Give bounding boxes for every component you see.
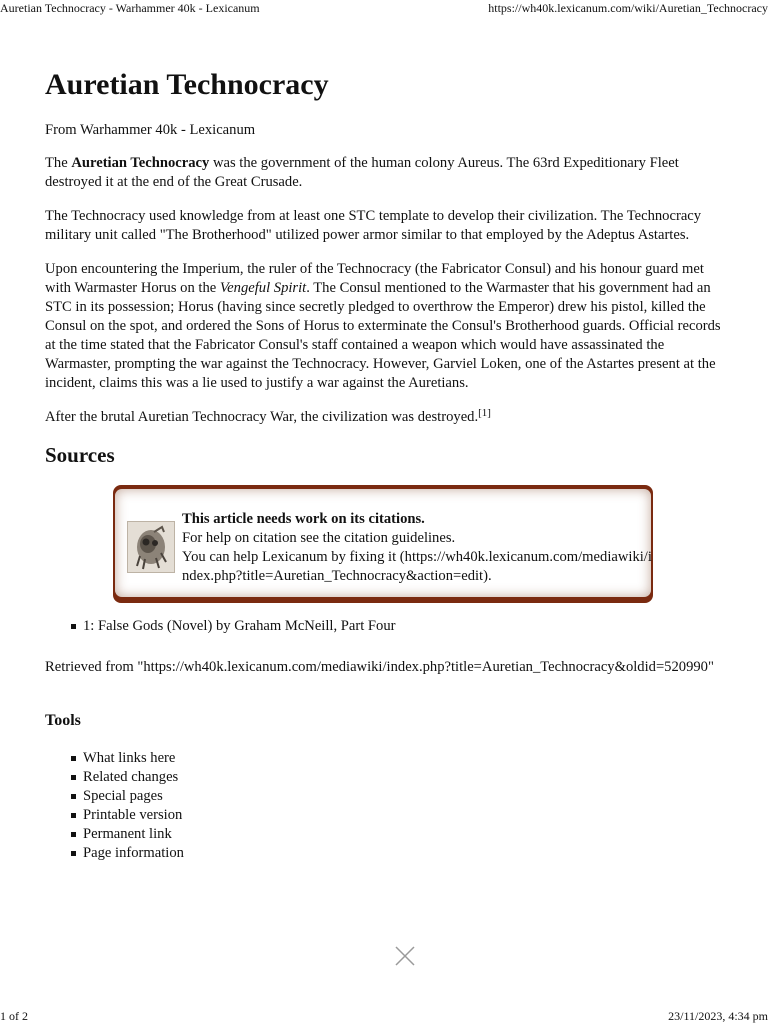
tool-what-links-here[interactable]: What links here [83,749,725,768]
print-datetime: 23/11/2023, 4:34 pm [668,1009,768,1023]
site-subtitle: From Warhammer 40k - Lexicanum [45,122,256,138]
sources-list [45,617,725,636]
reference-link[interactable]: [1] [478,407,491,419]
paragraph-war: After the brutal Auretian Technocracy War, the civilization was destroyed.[1] [45,407,491,425]
servo-skull-icon [127,521,175,573]
ship-name: Vengeful Spirit [219,280,307,296]
paragraph-history: Upon encountering the Imperium, the ruler of the Technocracy (the Fabricator Consul) and his honour guard met with Warmaster Horus on the Vengeful Spirit. The Consul mentioned to the Warmaster that his government had an STC in its possession; Horus (having since secretly pledged to overthrow the Emperor) drew his pistol, killed the Consul on the spot, and ordered the Sons of Horus to exterminate the Consul's Brotherhood guards. Official records at the time stated that the Fabricator Consul's staff contained a weapon which would have assassinated the Warmaster, prompting the war against the Technocracy. However, Garviel Loken, one of the Astartes present at the incident, claims this was a lie used to justify a war against the Auretians. [45,261,721,391]
tool-page-information[interactable]: Page information [83,844,725,863]
sources-heading: Sources [45,443,115,467]
tool-related-changes[interactable]: Related changes [83,768,725,787]
tools-list [45,749,725,863]
tool-permanent-link[interactable]: Permanent link [83,825,725,844]
page-title-header: Auretian Technocracy - Warhammer 40k - Lexicanum [0,1,260,15]
citation-edit-link[interactable]: You can help Lexicanum by fixing it (https://wh40k.lexicanum.com/mediawiki/index.php?title=Auretian_Technocracy&action=edit). [182,549,652,584]
citation-notice-box [113,485,653,603]
citation-notice-heading: This article needs work on its citations. [182,511,425,527]
tool-printable-version[interactable]: Printable version [83,806,725,825]
tools-heading: Tools [45,712,81,729]
paragraph-intro: The Auretian Technocracy was the government of the human colony Aureus. The 63rd Expeditionary Fleet destroyed it at the end of the Great Crusade. [45,155,679,190]
article-content [45,62,725,883]
page-number: 1 of 2 [0,1009,28,1023]
close-icon[interactable] [394,945,416,967]
page-title: Auretian Technocracy [45,68,329,101]
citation-notice-text [182,510,652,586]
article-term: Auretian Technocracy [71,155,210,171]
retrieved-from-link[interactable]: Retrieved from "https://wh40k.lexicanum.com/mediawiki/index.php?title=Auretian_Technocracy&oldid=520990" [45,659,714,675]
citation-guidelines-text: For help on citation see the citation guidelines. [182,530,456,546]
citation-notice-inner [115,489,651,597]
paragraph-technology: The Technocracy used knowledge from at least one STC template to develop their civilization. The Technocracy military unit called "The Brotherhood" utilized power armor similar to that employed by the Adeptus Astartes. [45,208,702,243]
page-url-header[interactable]: https://wh40k.lexicanum.com/wiki/Auretian_Technocracy [488,1,768,15]
tool-special-pages[interactable]: Special pages [83,787,725,806]
source-item: 1: False Gods (Novel) by Graham McNeill, Part Four [83,617,725,636]
